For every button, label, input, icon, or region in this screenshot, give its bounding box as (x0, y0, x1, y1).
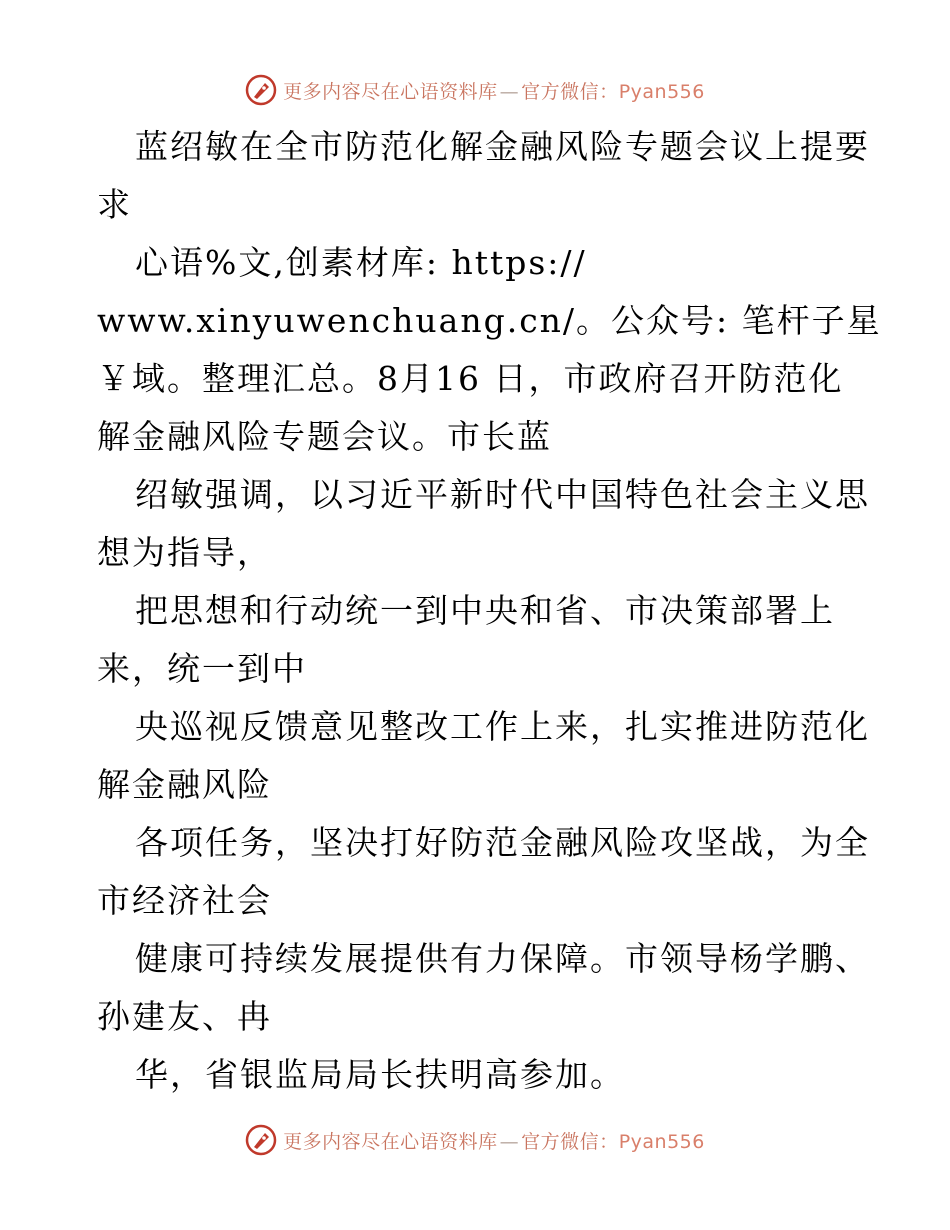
paragraph-line: 把思想和行动统一到中央和省、市决策部署上 (135, 591, 835, 630)
paragraph-line: 健康可持续发展提供有力保障。市领导杨学鹏、 (135, 939, 870, 978)
paragraph-line: 解金融风险 (97, 765, 272, 804)
document-title-line: 蓝绍敏在全市防范化解金融风险专题会议上提要 (135, 127, 870, 166)
paragraph-line: 想为指导， (97, 533, 272, 572)
document-body (97, 118, 882, 1104)
paragraph-line: www.xinyuwenchuang.cn/。公众号: 笔杆子星 (97, 301, 882, 340)
paragraph-line: 解金融风险专题会议。市长蓝 (97, 417, 552, 456)
paragraph-line: 绍敏强调，以习近平新时代中国特色社会主义思 (135, 475, 870, 514)
footer-banner-text: 更多内容尽在心语资料库 — 官方微信：Pyan556 (283, 1130, 705, 1153)
paragraph-line: 央巡视反馈意见整改工作上来，扎实推进防范化 (135, 707, 870, 746)
header-banner (0, 70, 950, 110)
paragraph-line: 心语%文,创素材库: https:// (135, 243, 587, 282)
footer-banner (0, 1120, 950, 1160)
pen-nib-logo-icon (245, 74, 277, 106)
paragraph-line: 各项任务，坚决打好防范金融风险攻坚战，为全 (135, 823, 870, 862)
header-banner-text: 更多内容尽在心语资料库 — 官方微信：Pyan556 (283, 80, 705, 103)
paragraph-line: 来，统一到中 (97, 649, 307, 688)
pen-nib-logo-icon (245, 1124, 277, 1156)
paragraph-line: 孙建友、冉 (97, 997, 272, 1036)
paragraph-line: ￥域。整理汇总。8月16 日，市政府召开防范化 (97, 359, 844, 398)
paragraph-line: 华，省银监局局长扶明高参加。 (135, 1055, 625, 1094)
document-title-line: 求 (97, 185, 132, 224)
paragraph-line: 市经济社会 (97, 881, 272, 920)
